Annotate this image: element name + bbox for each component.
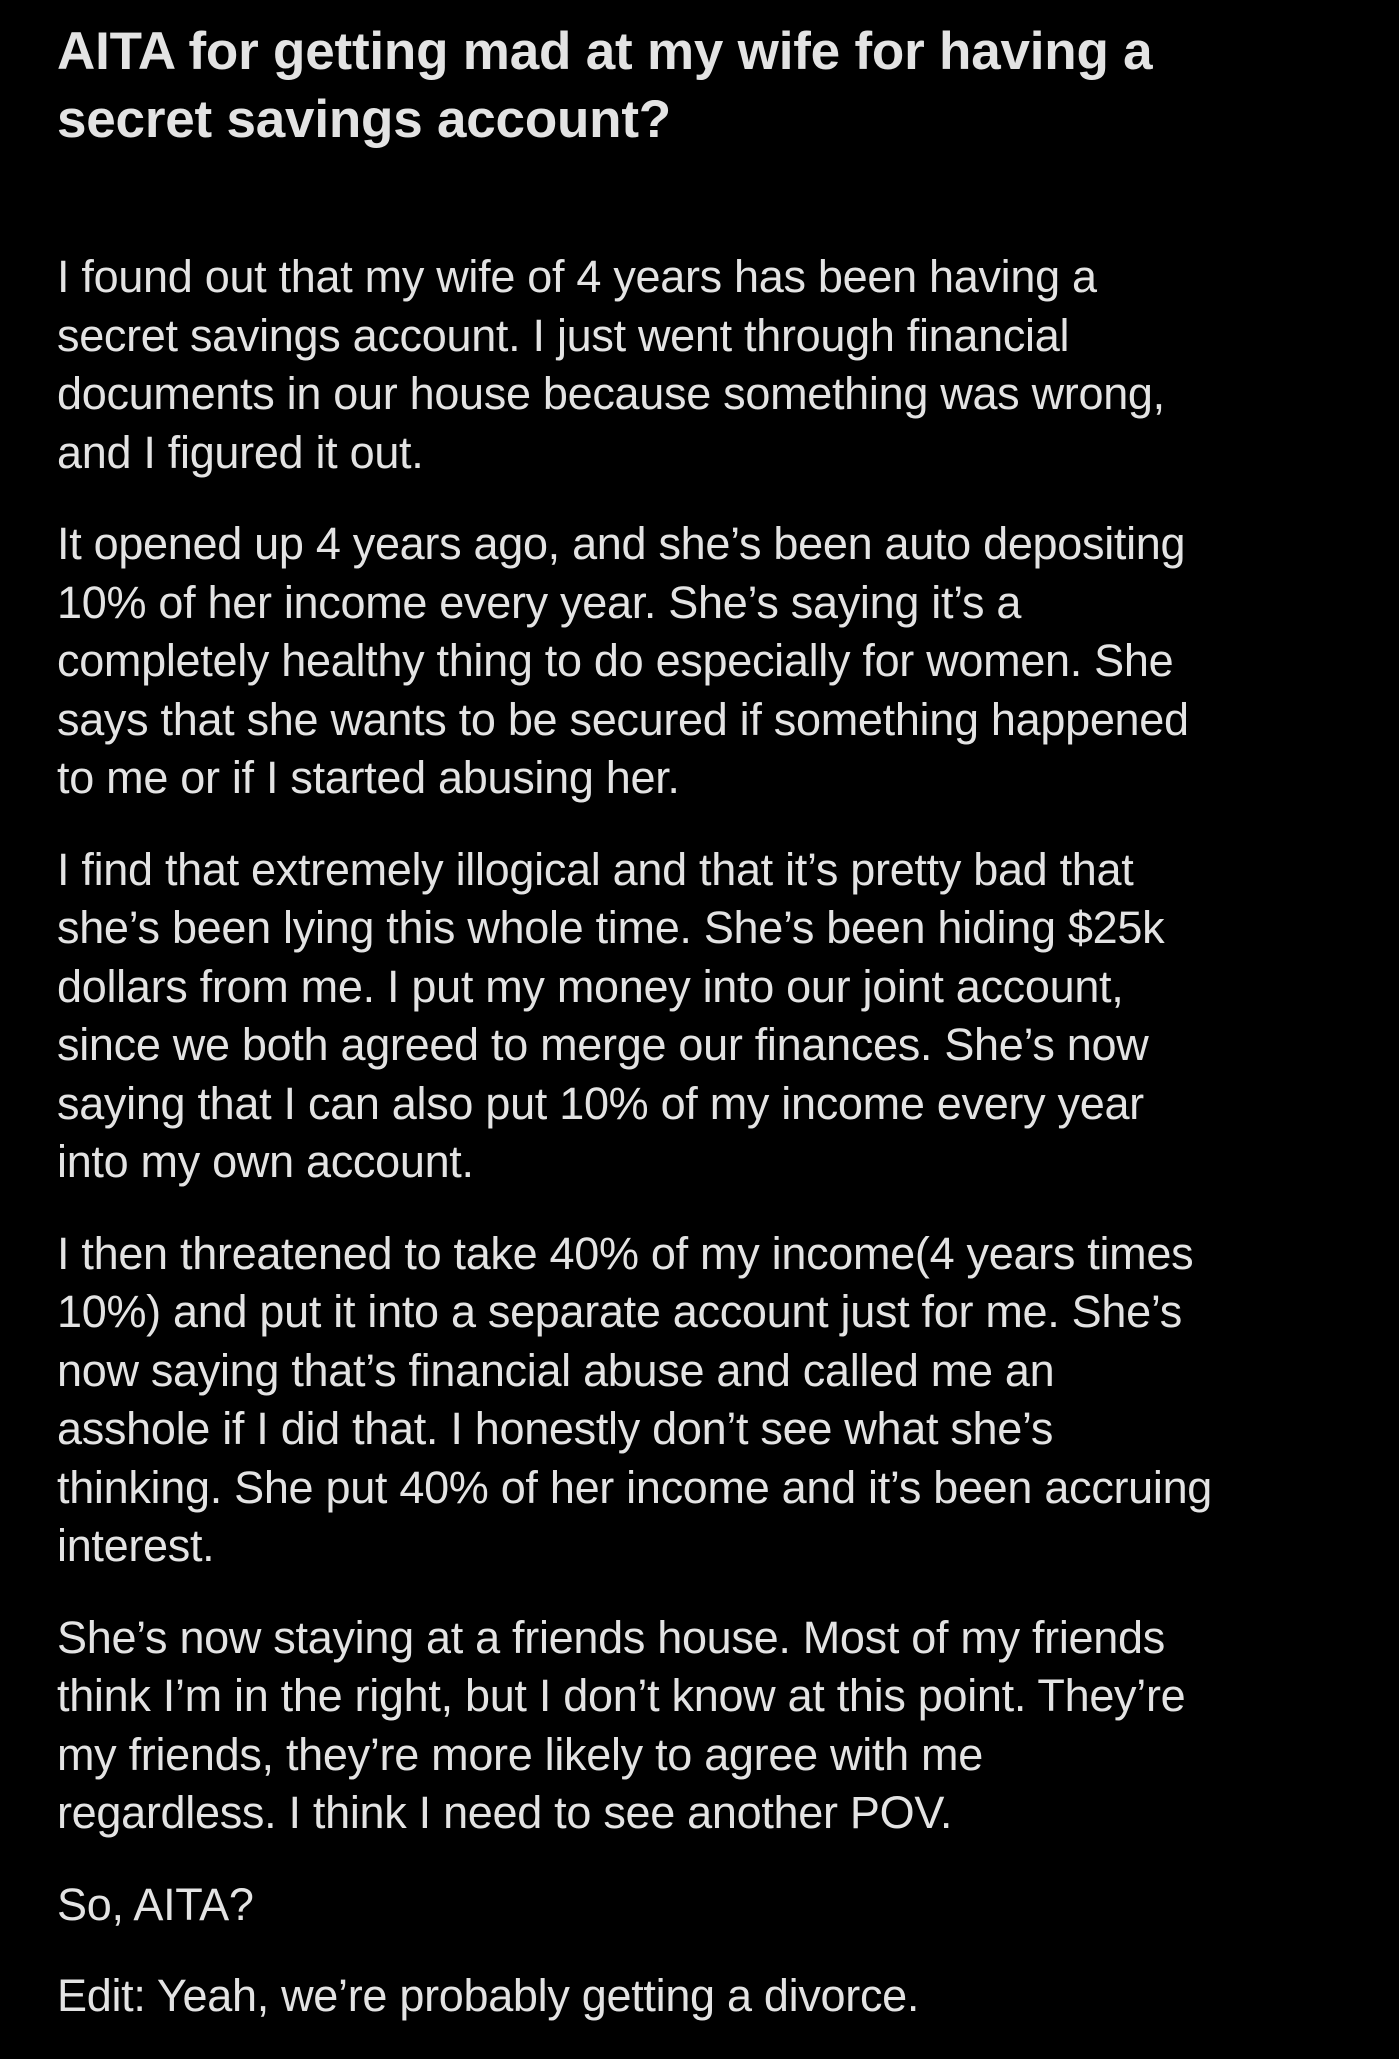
post-paragraph-5: She’s now staying at a friends house. Most of my friends think I’m in the right, but I don’t know at this point. They’re my friends, they’re more likely to agree with me regardless. I think I need to see another POV.: [57, 1611, 1186, 1838]
post-body: [57, 248, 1357, 2026]
post-paragraph-2: It opened up 4 years ago, and she’s been auto depositing 10% of her income every year. She’s saying it’s a completely healthy thing to do especially for women. She says that she wants to be secured if something happened to me or if I started abusing her.: [57, 518, 1189, 803]
post-question: So, AITA?: [57, 1878, 254, 1930]
post-edit-note: Edit: Yeah, we’re probably getting a divorce.: [57, 1970, 920, 2021]
post-paragraph-1: I found out that my wife of 4 years has been having a secret savings account. I just went through financial documents in our house because something was wrong, and I figured it out.: [57, 251, 1165, 478]
post-title: AITA for getting mad at my wife for having a secret savings account?: [57, 22, 1153, 149]
post-paragraph-3: I find that extremely illogical and that it’s pretty bad that she’s been lying this whole time. She’s been hiding $25k dollars from me. I put my money into our joint account, since we both agreed to merge our finances. She’s now saying that I can also put 10% of my income every year into my own account.: [57, 843, 1165, 1187]
post: [57, 18, 1357, 2059]
post-paragraph-4: I then threatened to take 40% of my income(4 years times 10%) and put it into a separate account just for me. She’s now saying that’s financial abuse and called me an asshole if I did that. I honestly don’t see what she’s thinking. She put 40% of her income and it’s been accruing interest.: [57, 1227, 1213, 1571]
